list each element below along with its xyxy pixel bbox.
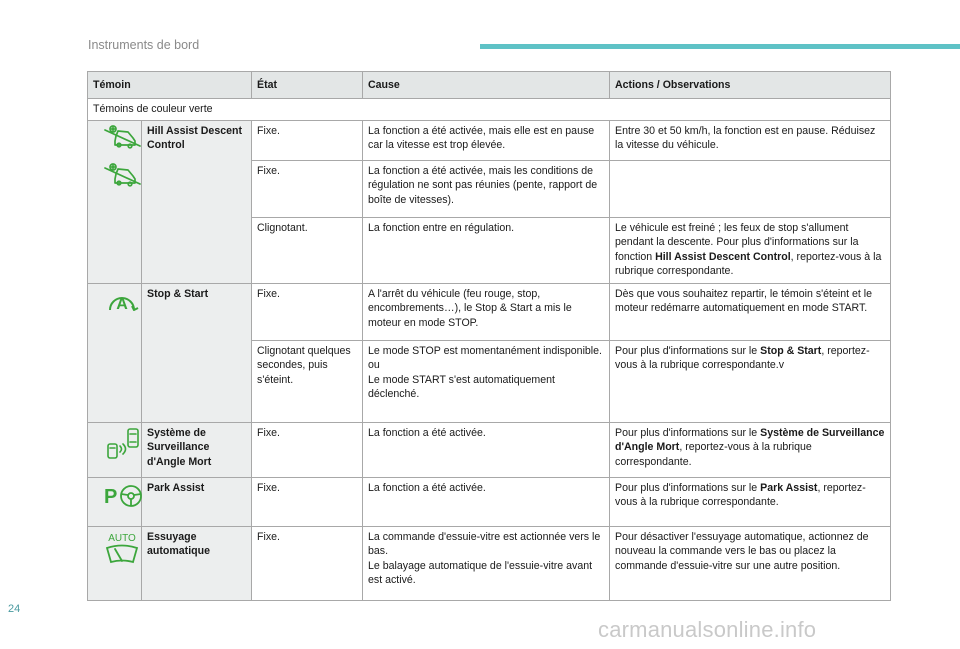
action-bold-text: Système de Surveillance d'Angle Mort <box>615 426 885 454</box>
hill-assist-action-2 <box>610 160 891 217</box>
table-row <box>88 526 891 600</box>
park-assist-action <box>610 477 891 526</box>
action-bold-text: Stop & Start <box>760 344 822 357</box>
action-text: , reportez-vous à la rubrique correspondante. <box>615 441 812 468</box>
cause-line: Le mode START s'est automatiquement déclenché. <box>368 373 555 401</box>
blind-spot-icon <box>102 426 136 460</box>
hill-assist-action-3 <box>610 217 891 283</box>
group-label: Témoins de couleur verte <box>88 99 891 121</box>
action-text: , reportez-vous à la rubrique correspondante. <box>615 481 866 509</box>
action-text: Le véhicule est freiné ; les feux de stop s'allument pendant la descente. Pour plus d'informations sur la fonction <box>615 221 859 263</box>
blind-spot-cause: La fonction a été activée. <box>363 422 610 477</box>
table-row <box>88 120 891 160</box>
blind-spot-icon-cell <box>88 422 142 477</box>
hill-assist-cause-2: La fonction a été activée, mais les conditions de régulation ne sont pas réunies (pente, rapport de boîte de vitesses). <box>363 160 610 217</box>
header-accent-bar <box>480 44 960 49</box>
auto-wiper-name: Essuyage automatique <box>142 526 252 600</box>
action-text: , reportez-vous à la rubrique correspondante.v <box>615 344 870 372</box>
action-bold-text: Park Assist <box>760 481 818 494</box>
hill-assist-state-2: Fixe. <box>252 160 363 217</box>
hill-assist-cause-1: La fonction a été activée, mais elle est en pause car la vitesse est trop élevée. <box>363 120 610 160</box>
header-cause: Cause <box>363 72 610 99</box>
table-row <box>88 422 891 477</box>
auto-wiper-action: Pour désactiver l'essuyage automatique, actionnez de nouveau la commande vers le bas ou placez la commande d'essuie-vitre sur une autre position. <box>610 526 891 600</box>
hill-assist-action-1: Entre 30 et 50 km/h, la fonction est en pause. Réduisez la vitesse du véhicule. <box>610 120 891 160</box>
park-assist-state: Fixe. <box>252 477 363 526</box>
hill-assist-cause-3: La fonction entre en régulation. <box>363 217 610 283</box>
stop-start-state-2: Clignotant quelques secondes, puis s'éteint. <box>252 340 363 422</box>
stop-start-state-1: Fixe. <box>252 283 363 340</box>
cause-line: La commande d'essuie-vitre est actionnée vers le bas. <box>368 530 601 558</box>
park-assist-icon-letter: P <box>104 485 118 508</box>
stop-start-name: Stop & Start <box>142 283 252 422</box>
hill-assist-state-1: Fixe. <box>252 120 363 160</box>
park-assist-cause: La fonction a été activée. <box>363 477 610 526</box>
auto-wiper-icon <box>102 530 136 570</box>
hill-assist-icon-cell <box>88 120 142 283</box>
stop-start-action-1: Dès que vous souhaitez repartir, le témoin s'éteint et le moteur redémarre automatiquement en mode START. <box>610 283 891 340</box>
hill-descent-icon <box>102 162 136 188</box>
table-row <box>88 283 891 340</box>
stop-start-action-2 <box>610 340 891 422</box>
section-title: Instruments de bord <box>88 38 200 52</box>
action-text: Pour plus d'informations sur le <box>615 481 761 494</box>
auto-wiper-icon-text: AUTO <box>108 532 136 544</box>
park-assist-icon-cell <box>88 477 142 526</box>
stop-start-icon <box>102 287 136 317</box>
action-bold-text: Hill Assist Descent Control <box>655 250 791 263</box>
cause-line: Le balayage automatique de l'essuie-vitre avant est activé. <box>368 559 593 587</box>
action-text: , reportez-vous à la rubrique correspondante. <box>615 250 882 278</box>
blind-spot-state: Fixe. <box>252 422 363 477</box>
action-text: Pour plus d'informations sur le <box>615 344 761 357</box>
stop-start-cause-2 <box>363 340 610 422</box>
hill-descent-icon <box>102 124 136 150</box>
blind-spot-name: Système de Surveillance d'Angle Mort <box>142 422 252 477</box>
table-header-row <box>88 72 891 99</box>
action-text: Pour plus d'informations sur le <box>615 426 761 439</box>
park-assist-icon <box>102 481 136 511</box>
warning-lights-table <box>87 71 891 601</box>
park-assist-name: Park Assist <box>142 477 252 526</box>
hill-assist-name: Hill Assist Descent Control <box>142 120 252 283</box>
stop-start-cause-1: A l'arrêt du véhicule (feu rouge, stop, encombrements…), le Stop & Start a mis le moteur en mode STOP. <box>363 283 610 340</box>
cause-line: Le mode STOP est momentanément indisponible. <box>368 344 602 357</box>
page-number: 24 <box>8 603 21 615</box>
group-row <box>88 99 891 121</box>
watermark: carmanualsonline.info <box>598 617 817 642</box>
auto-wiper-state: Fixe. <box>252 526 363 600</box>
auto-wiper-cause <box>363 526 610 600</box>
stop-start-icon-letter: A <box>116 295 128 313</box>
stop-start-icon-cell <box>88 283 142 422</box>
hill-assist-state-3: Clignotant. <box>252 217 363 283</box>
blind-spot-action <box>610 422 891 477</box>
cause-line: ou <box>368 359 380 372</box>
table-row <box>88 477 891 526</box>
header-temoin: Témoin <box>88 72 252 99</box>
auto-wiper-icon-cell <box>88 526 142 600</box>
header-etat: État <box>252 72 363 99</box>
header-actions: Actions / Observations <box>610 72 891 99</box>
